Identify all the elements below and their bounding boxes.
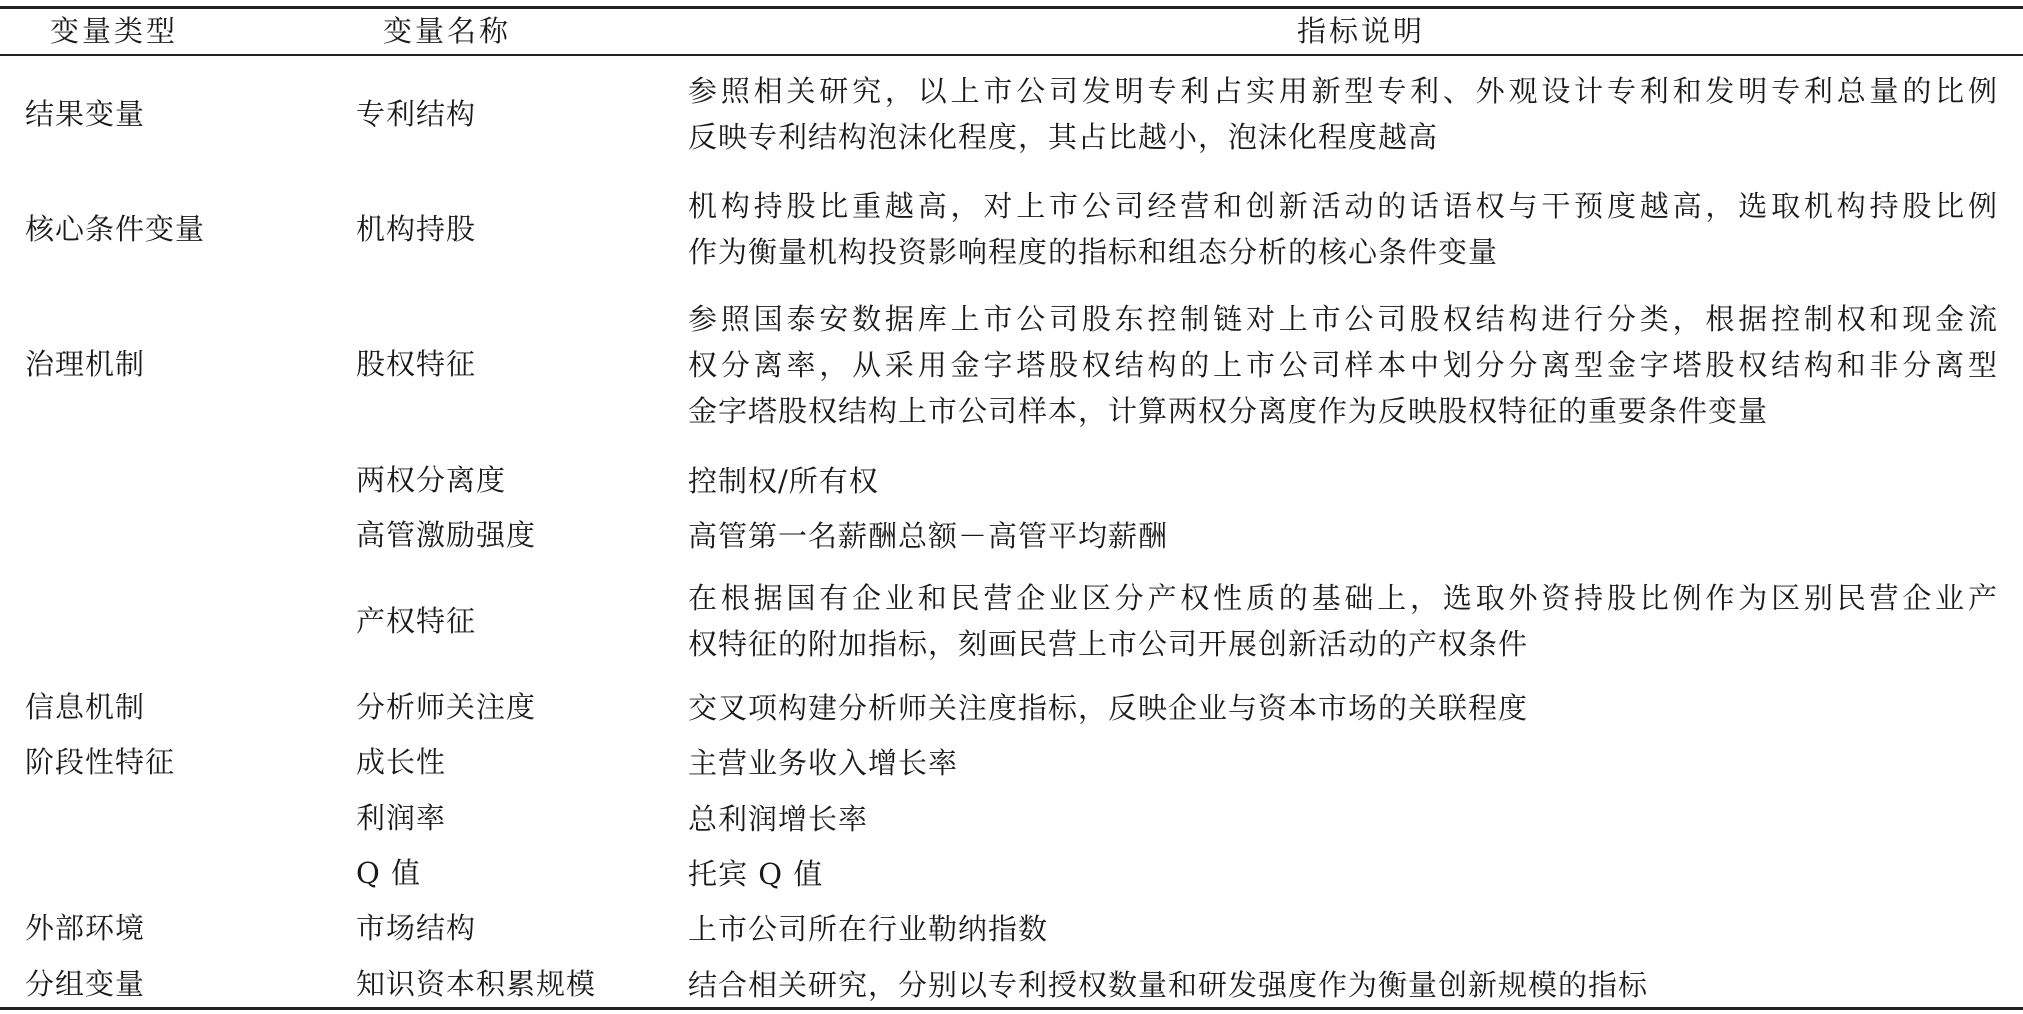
row-type: 信息机制 [25, 690, 146, 724]
table-row [0, 68, 2023, 162]
table-row [0, 296, 2023, 436]
header-variable-name: 变量名称 [383, 14, 512, 48]
table-row [0, 685, 2023, 731]
row-description [688, 296, 1998, 434]
description-line: 权分离率，从采用金字塔股权结构的上市公司样本中划分分离型金字塔股权结构和非分离型 [688, 348, 1998, 382]
row-description [688, 906, 1998, 952]
row-name: 产权特征 [356, 604, 477, 638]
row-description [688, 962, 1998, 1008]
table-row [0, 962, 2023, 1008]
description-line: 托宾 Q 值 [688, 857, 824, 891]
description-line: 参照相关研究，以上市公司发明专利占实用新型专利、外观设计专利和发明专利总量的比例 [688, 74, 1998, 108]
row-name: 专利结构 [356, 97, 477, 131]
table-header-rule [0, 54, 2023, 56]
description-line: 上市公司所在行业勒纳指数 [688, 912, 1049, 946]
table-row [0, 796, 2023, 842]
description-line: 权特征的附加指标，刻画民营上市公司开展创新活动的产权条件 [688, 627, 1529, 661]
description-line: 金字塔股权结构上市公司样本，计算两权分离度作为反映股权特征的重要条件变量 [688, 394, 1769, 428]
description-line: 反映专利结构泡沫化程度，其占比越小，泡沫化程度越高 [688, 120, 1439, 154]
table-row [0, 575, 2023, 669]
table-row [0, 906, 2023, 952]
row-description [688, 796, 1998, 842]
table-row [0, 458, 2023, 504]
row-description [688, 513, 1998, 559]
row-name: 市场结构 [356, 911, 477, 945]
table-header-row [0, 9, 2023, 54]
row-type: 结果变量 [25, 97, 146, 131]
row-name: 两权分离度 [356, 463, 507, 497]
description-line: 机构持股比重越高，对上市公司经营和创新活动的话语权与干预度越高，选取机构持股比例 [688, 189, 1998, 223]
row-name: 高管激励强度 [356, 518, 537, 552]
table-row [0, 513, 2023, 559]
description-line: 结合相关研究，分别以专利授权数量和研发强度作为衡量创新规模的指标 [688, 968, 1649, 1002]
table-bottom-rule [0, 1007, 2023, 1010]
header-variable-type: 变量类型 [50, 14, 179, 48]
row-name: 成长性 [356, 745, 447, 779]
row-name: 利润率 [356, 801, 447, 835]
row-name: 知识资本积累规模 [356, 967, 597, 1001]
header-indicator-description: 指标说明 [1297, 14, 1426, 48]
row-name: 机构持股 [356, 212, 477, 246]
table-row [0, 851, 2023, 897]
row-type: 阶段性特征 [25, 745, 176, 779]
row-type: 治理机制 [25, 347, 146, 381]
row-description [688, 183, 1998, 275]
row-description [688, 68, 1998, 160]
row-name: 股权特征 [356, 347, 477, 381]
row-description [688, 851, 1998, 897]
description-line: 在根据国有企业和民营企业区分产权性质的基础上，选取外资持股比例作为区别民营企业产 [688, 581, 1998, 615]
row-type: 外部环境 [25, 911, 146, 945]
row-name: Q 值 [356, 856, 421, 890]
table-row [0, 183, 2023, 277]
description-line: 主营业务收入增长率 [688, 746, 959, 780]
description-line: 作为衡量机构投资影响程度的指标和组态分析的核心条件变量 [688, 235, 1499, 269]
table-row [0, 740, 2023, 786]
row-description [688, 458, 1998, 504]
description-line: 总利润增长率 [688, 802, 869, 836]
row-description [688, 575, 1998, 667]
row-name: 分析师关注度 [356, 690, 537, 724]
row-description [688, 685, 1998, 731]
description-line: 高管第一名薪酬总额－高管平均薪酬 [688, 519, 1169, 553]
row-type: 分组变量 [25, 967, 146, 1001]
row-description [688, 740, 1998, 786]
description-line: 参照国泰安数据库上市公司股东控制链对上市公司股权结构进行分类，根据控制权和现金流 [688, 302, 1998, 336]
row-type: 核心条件变量 [25, 212, 206, 246]
description-line: 交叉项构建分析师关注度指标，反映企业与资本市场的关联程度 [688, 691, 1529, 725]
description-line: 控制权/所有权 [688, 464, 879, 498]
